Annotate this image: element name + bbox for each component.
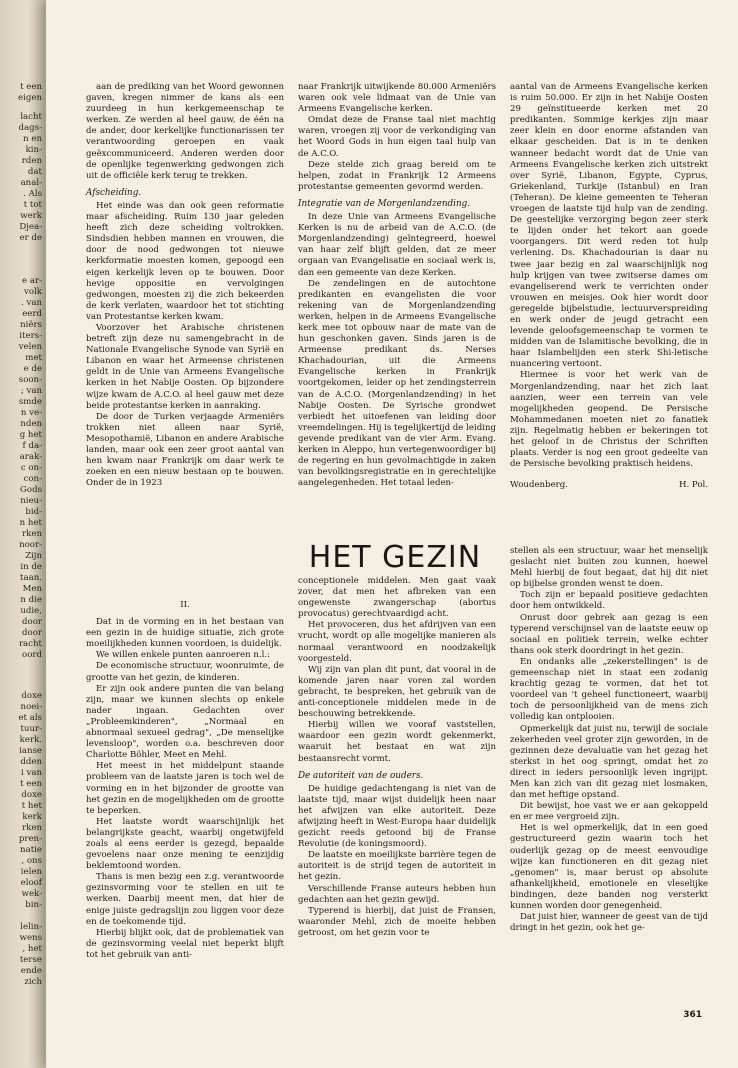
top-column-1: [86, 82, 284, 489]
adjacent-page-text-fragment: t het: [21, 801, 42, 811]
adjacent-page-text-fragment: , ons: [21, 856, 42, 866]
paragraph: Thans is men bezig een z.g. verantwoorde gezinsvorming voor te stellen en uit te werken. Daarbij meent men, dat hier de enige juiste gedragslijn zou liggen voor deze en de toekomende tijd.: [86, 872, 284, 927]
section-heading: Afscheiding.: [86, 187, 142, 198]
adjacent-page-text-fragment: racht: [18, 639, 42, 649]
adjacent-page-text-fragment: f da-: [22, 441, 42, 451]
adjacent-page-text-fragment: , het: [22, 944, 42, 954]
adjacent-page-text-fragment: anal-: [20, 178, 42, 188]
top-column-3: [510, 82, 708, 491]
adjacent-page-text-fragment: nden: [20, 419, 42, 429]
adjacent-page-text-fragment: rden: [21, 156, 42, 166]
paragraph: Hiermee is voor het werk van de Morgenlandzending, naar het zich laat aanzien, weer een terrein van vele mogelijkheden geopend. De Persische Mohammedanen moeten niet zo fanatiek zijn. Regelmatig hebben er bekeringen tot het geloof in de Christus der Schriften plaats. Verder is nog een groot gedeelte van de Persische bevolking praktisch heidens.: [510, 370, 708, 470]
paragraph: De economische structuur, woonruimte, de grootte van het gezin, de kinderen.: [86, 661, 284, 683]
bottom-column-1: [86, 592, 284, 961]
adjacent-page-text-fragment: . Als: [23, 189, 42, 199]
signature-author: H. Pol.: [678, 480, 708, 491]
paragraph: We willen enkele punten aanroeren n.l.:: [96, 650, 271, 661]
adjacent-page-text-fragment: oord: [22, 650, 42, 660]
adjacent-page-text-fragment: n het: [19, 518, 42, 528]
paragraph: Onrust door gebrek aan gezag is een typerend verschijnsel van de laatste eeuw op sociaal en politiek terrein, welke echter thans ook sterk doordringt in het gezin.: [510, 612, 708, 656]
adjacent-page-text-fragment: dat: [27, 167, 42, 177]
adjacent-page-text-fragment: . van: [21, 298, 42, 308]
bottom-column-2: [298, 576, 496, 939]
adjacent-page-text-fragment: Men: [22, 584, 42, 594]
adjacent-page-text-fragment: met: [25, 353, 42, 363]
adjacent-page-text-fragment: doxe: [21, 691, 42, 701]
adjacent-page-text-fragment: pren-: [18, 834, 42, 844]
adjacent-page-text-fragment: ; van: [20, 386, 42, 396]
paragraph: naar Frankrijk uitwijkende 80.000 Armeniërs waren ook vele lidmaat van de Unie van Armeens Evangelische kerken.: [298, 82, 496, 115]
paragraph: Hierbij blijkt ook, dat de problematiek van de gezinsvorming veelal niet beperkt blijft tot het gebruik van anti-: [86, 927, 284, 960]
paragraph: De huidige gedachtengang is niet van de laatste tijd, maar wijst duidelijk heen naar het afwijzen van elke autoriteit. Deze afwijzing heeft in West-Europa haar duidelijk gezicht reeds getoond bij de Franse Revolutie (de koningsmoord).: [298, 783, 496, 850]
adjacent-page-text-fragment: t tot: [23, 200, 42, 210]
adjacent-page-text-fragment: door: [22, 617, 42, 627]
paragraph: conceptionele middelen. Men gaat vaak zover, dat men het afbreken van een ongewenste zwangerschap (abortus provocatus) gerechtvaardigd acht.: [298, 576, 496, 620]
adjacent-page-text-fragment: volk: [24, 287, 42, 297]
adjacent-page-text-fragment: eloof: [20, 878, 42, 888]
paragraph: Dat in de vorming en in het bestaan van een gezin in de huidige situatie, zich grote moeilijkheden kunnen voordoen, is duidelijk.: [86, 617, 284, 650]
adjacent-page-text-fragment: door: [22, 628, 42, 638]
section-heading: Integratie van de Morgenlandzending.: [298, 198, 471, 209]
paragraph: Omdat deze de Franse taal niet machtig waren, vroegen zij voor de verkondiging van het Woord Gods in hun eigen taal hulp van de A.C.O.: [298, 115, 496, 159]
paragraph: En ondanks alle „zekerstellingen" is de gemeenschap niet in staat een zodanig krachtig gezag te vormen, dat het tot voordeel van 't geheel functioneert, waarbij toch de persoonlijkheid van de mens zich volledig kan ontplooien.: [510, 656, 708, 723]
paragraph: Verschillende Franse auteurs hebben hun gedachten aan het gezin gewijd.: [298, 883, 496, 905]
signature-place: Woudenberg.: [510, 480, 569, 491]
adjacent-page-text-fragment: zich: [24, 977, 42, 987]
paragraph: Er zijn ook andere punten die van belang zijn, maar we kunnen slechts op enkele nader ingaan. Gedachten over „Probleemkinderen", „Normaal en abnormaal sexueel gedrag", „De menselijke levensloop", worden o.a. beschreven door Charlotte Böhler, Meet en Mehl.: [86, 683, 284, 761]
adjacent-page-text-fragment: eigen: [18, 93, 42, 103]
paragraph: Het einde was dan ook geen reformatie maar afscheiding. Ruim 130 jaar geleden heeft zich deze scheiding voltrokken. Sindsdien hebben mannen en vrouwen, die door de nood gedwongen tot nieuwe kerkformatie moesten komen, gepoogd een eigen kerkelijk leven op te bouwen. Door hevige oppositie en vervolgingen gedwongen, moesten zij die zich bekeerden de kerk verlaten, waardoor het tot stichting van Protestantse kerken kwam.: [86, 200, 284, 322]
adjacent-page-text-fragment: Zijn: [25, 551, 42, 561]
adjacent-page-text-fragment: dden: [20, 757, 42, 767]
adjacent-page-text-fragment: niërs: [20, 320, 42, 330]
paragraph: De zendelingen en de autochtone predikanten en evangelisten die voor rekening van de Morgenlandzending werken, helpen in de Armeens Evangelische kerk mee tot opbouw naar de mate van de hun geschonken gaven. Sinds jaren is de Armeense predikant ds. Nerses Khachadourian, uit die Armeens Evangelische kerken in Frankrijk voortgekomen, leider op het zendingsterrein van de A.C.O. (Morgenlandzending) in het Nabije Oosten. De Syrische grondwet verbiedt het uitoefenen van leiding door vreemdelingen. Hij is tegelijkertijd de leiding gevende predikant van de vier Arm. Evang. kerken in Aleppo, hun vertegenwoordiger bij de regering en hun gevolmachtigde in zaken van bevolkingsregistratie en in gerechtelijke aangelegenheden. Het totaal leden-: [298, 278, 496, 489]
paragraph: Het laatste wordt waarschijnlijk het belangrijkste geacht, waarbij ongetwijfeld zoals al eens eerder is gezegd, bepaalde gevoelens naar onze mening te eenzijdig beklemtoond worden.: [86, 816, 284, 872]
adjacent-page-text-fragment: noor-: [19, 540, 42, 550]
article-headline: HET GEZIN: [308, 540, 482, 575]
paragraph: aan de prediking van het Woord gewonnen gaven, kregen nimmer de kans als een zuurdeeg in hun kerkgemeenschap te werken. Ze werden al heel gauw, de één na de ander, door kerkelijke functionarissen ter verantwoording geroepen en vaak geëxcommuniceerd. Anderen werden door de openlijke tegenwerking gedwongen zich uit de officiële kerk terug te trekken.: [86, 82, 284, 181]
paragraph: Voorzover het Arabische christenen betreft zijn deze nu samengebracht in de Nationale Evangelische Synode van Syrië en Libanon en waar het Armeense christenen geldt in de Unie van Armeens Evangelische kerken in het Nabije Oosten. Op bijzondere wijze kwam de A.C.O. al heel gauw met deze beide protestantse kerken in aanraking.: [86, 322, 284, 411]
adjacent-page-text-fragment: wek-: [21, 889, 42, 899]
adjacent-page-text-fragment: e ar-: [22, 276, 42, 286]
adjacent-page-text-fragment: g het: [19, 430, 42, 440]
adjacent-page-text-fragment: kerk.: [19, 735, 42, 745]
page-number: 361: [683, 1010, 702, 1020]
adjacent-page-text-fragment: wens: [19, 933, 42, 943]
paragraph: In deze Unie van Armeens Evangelische Kerken is nu de arbeid van de A.C.O. (de Morgenlandzending) geïntegreerd, hoewel van haar zelf blijft gelden, dat ze meer orgaan van Evangelisatie en sociaal werk is, dan een gemeente van deze Kerken.: [298, 212, 496, 278]
paragraph: Het meest in het middelpunt staande probleem van de laatste jaren is toch wel de vorming en in het bijzonder de grootte van het gezin en de mogelijkheden om de grootte te beperken.: [86, 761, 284, 816]
adjacent-page-text-fragment: bin-: [25, 900, 42, 910]
paragraph: De door de Turken verjaagde Armeniërs trokken niet alleen naar Syrië, Mesopothamië, Libanon en andere Arabische landen, maar ook een zeer groot aantal van hen kwam naar Frankrijk om daar werk te zoeken en een nieuw bestaan op te bouwen. Onder de in 1923: [86, 411, 284, 489]
section-numeral: II.: [180, 600, 190, 610]
adjacent-page-text-fragment: t een: [20, 82, 42, 92]
adjacent-page-text-fragment: n ve-: [20, 408, 42, 418]
paragraph: Het is wel opmerkelijk, dat in een goed gestructureerd gezin waarin toch het ouderlijk gezag op de meest eenvoudige wijze kan functioneren en dit gezag niet „genomen" is, maar berust op absolute afhankelijkheid, emotionele en vleselijke bindingen, deze banden nog versterkt kunnen worden door genegenheid.: [510, 823, 708, 911]
paragraph: Deze stelde zich graag bereid om te helpen, zodat in Frankrijk 12 Armeens protestantse gemeenten gevormd werden.: [298, 159, 496, 192]
adjacent-page-text-fragment: natie: [20, 845, 42, 855]
adjacent-page-text-fragment: doxe: [21, 790, 42, 800]
adjacent-page-text-fragment: t een: [20, 779, 42, 789]
adjacent-page-text-fragment: i van: [21, 768, 42, 778]
paragraph: Hierbij willen we vooraf vaststellen, waardoor een gezin wordt gekenmerkt, waaruit het bestaat en wat zijn bestaansrecht vormt.: [298, 720, 496, 764]
adjacent-page-edge: [0, 0, 46, 1068]
article-signature: [510, 480, 708, 491]
adjacent-page-text-fragment: smde: [18, 397, 42, 407]
adjacent-page-text-fragment: lacht: [20, 112, 42, 122]
adjacent-page-text-fragment: eerd: [22, 309, 42, 319]
paragraph: De laatste en moeilijkste barrière tegen de autoriteit is de strijd tegen de autoriteit in het gezin.: [298, 850, 496, 883]
magazine-page: [46, 0, 738, 1068]
adjacent-page-text-fragment: bid-: [25, 507, 42, 517]
adjacent-page-text-fragment: taan.: [20, 573, 42, 583]
adjacent-page-text-fragment: c on-: [20, 463, 42, 473]
adjacent-page-text-fragment: n en: [23, 134, 42, 144]
paragraph: Het provoceren, dus het afdrijven van een vrucht, wordt op alle mogelijke manieren als normaal verantwoord en noodzakelijk voorgesteld.: [298, 620, 496, 664]
adjacent-page-text-fragment: soon-: [18, 375, 42, 385]
adjacent-page-text-fragment: arak-: [19, 452, 42, 462]
paragraph: aantal van de Armeens Evangelische kerken is ruim 50.000. Er zijn in het Nabije Oosten 29 geïnstitueerde kerken met 20 predikanten. Sommige kerkjes zijn maar zeer klein en door enorme afstanden van elkaar gescheiden. Dat is in te denken wanneer bedacht wordt dat de Unie van Armeens Evangelische kerken zich uitstrekt over Syrië, Libanon, Egypte, Cyprus, Griekenland, Turkije (Istanbul) en Iran (Teheran). De kleine gemeenten te Teheran vroegen de laatste tijd hulp van de zending. De geestelijke verzorging begon zeer sterk te lijden onder het tekort aan goede voorgangers. Dit werd reden tot hulp verlening. Ds. Khachadourian is daar nu twee jaar bezig en zal waarschijnlijk nog hulp krijgen van twee zwitserse dames om evangeliserend werk te verrichten onder vrouwen en meisjes. Ook hier wordt door geregelde bijbelstudie, lectuurverspreiding en werk onder de jeugd getracht een levende geloofsgemeenschap te vormen te midden van de Islamitische bevolking, die in haar Islambelijden een sterk Shi-letische nuancering vertoont.: [510, 82, 708, 370]
adjacent-page-text-fragment: nieu-: [20, 496, 42, 506]
adjacent-page-text-fragment: ende: [20, 966, 42, 976]
adjacent-page-text-fragment: n die: [20, 595, 42, 605]
adjacent-page-text-fragment: werk: [20, 211, 42, 221]
adjacent-page-text-fragment: udie,: [20, 606, 42, 616]
paragraph: Opmerkelijk dat juist nu, terwijl de sociale zekerheden veel groter zijn geworden, in de gezinnen deze devaluatie van het gezag het sterkst in het oog springt, omdat het zo direct in ieders persoonlijk leven ingrijpt. Men kan zich van dit gezag niet losmaken, dan met heftige opstand.: [510, 723, 708, 801]
adjacent-page-text-fragment: kin-: [25, 145, 42, 155]
adjacent-page-text-fragment: iters-: [19, 331, 42, 341]
section-heading: De autoriteit van de ouders.: [298, 770, 424, 781]
paragraph: Dat juist hier, wanneer de geest van de tijd dringt in het gezin, ook het ge-: [510, 912, 708, 934]
adjacent-page-text-fragment: in de: [20, 562, 42, 572]
adjacent-page-text-fragment: dags-: [18, 123, 42, 133]
adjacent-page-text-fragment: con-: [23, 474, 42, 484]
adjacent-page-text-fragment: Djea-: [19, 222, 42, 232]
paragraph: stellen als een structuur, waar het menselijk geslacht niet buiten zou kunnen, hoewel Mehl hierbij de fout begaat, dat hij dit niet op bijbelse gronden wenst te doen.: [510, 546, 708, 590]
adjacent-page-text-fragment: lelin-: [20, 922, 42, 932]
paragraph: Wij zijn van plan dit punt, dat vooral in de komende jaren naar voren zal worden gebracht, te bespreken, het gebruik van de anti-conceptionele middelen mede in de beschouwing betrekkende.: [298, 664, 496, 720]
adjacent-page-text-fragment: tuur-: [20, 724, 42, 734]
adjacent-page-text-fragment: noei-: [20, 702, 42, 712]
adjacent-page-text-fragment: e de: [23, 364, 42, 374]
adjacent-page-text-fragment: terse: [19, 955, 42, 965]
top-column-2: [298, 82, 496, 489]
adjacent-page-text-fragment: rken: [22, 529, 42, 539]
adjacent-page-text-fragment: ianse: [19, 746, 42, 756]
paragraph: Toch zijn er bepaald positieve gedachten door hem ontwikkeld.: [510, 590, 708, 612]
adjacent-page-text-fragment: velen: [18, 342, 42, 352]
paragraph: Dit bewijst, hoe vast we er aan gekoppeld en er mee vergroeid zijn.: [510, 801, 708, 823]
adjacent-page-text-fragment: kerk: [22, 812, 42, 822]
adjacent-page-text-fragment: et als: [18, 713, 42, 723]
adjacent-page-text-fragment: rken: [22, 823, 42, 833]
adjacent-page-text-fragment: Gods: [20, 485, 42, 495]
adjacent-page-text-fragment: er de: [19, 233, 42, 243]
paragraph: Typerend is hierbij, dat juist de Fransen, waaronder Mehl, zich de moeite hebben getroost, om het gezin voor te: [298, 905, 496, 938]
bottom-column-3: [510, 546, 708, 934]
adjacent-page-text-fragment: ielen: [20, 867, 42, 877]
